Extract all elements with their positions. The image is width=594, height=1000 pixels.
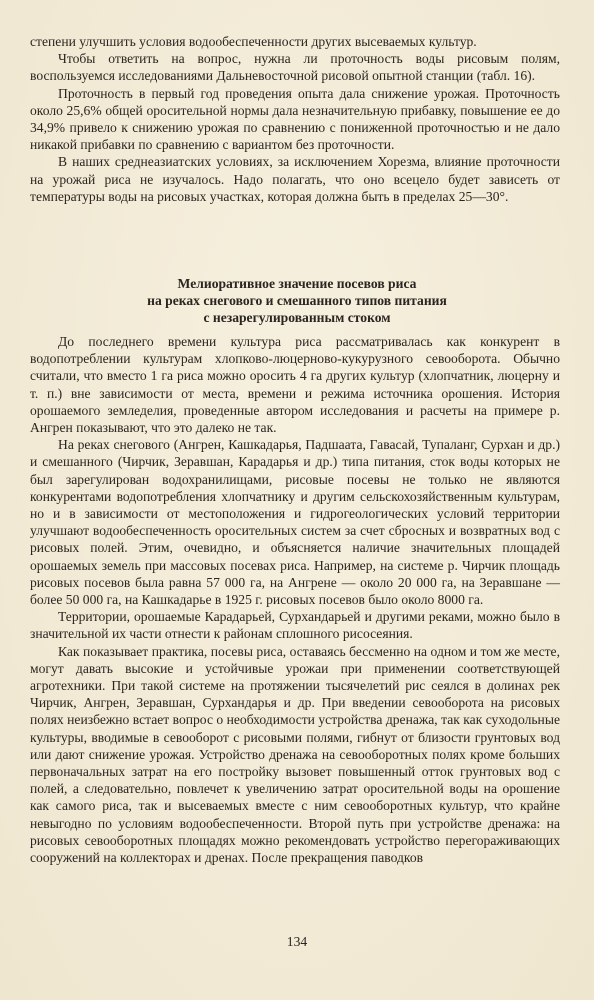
paragraph: На реках снегового (Ангрен, Кашкадарья, Падшаата, Гавасай, Тупаланг, Сурхан и др.) и смешанного (Чирчик, Зеравшан, Карадарья и др.) типа питания, сток воды которых не был зарегулирован водохранилищами, рисовые посевы не только не являются конкурентами водопотребления хлопчатнику и другим сельскохозяйственным культурам, но и в зависимости от местоположения и гидрогеологических условий территории улучшают водообеспеченность оросительных систем за счет сбросных и возвратных вод с рисовых полей. Этим, очевидно, и объясняется наличие значительных площадей орошаемых земель при массовых посевах риса. Например, на системе р. Чирчик площадь рисовых посевов была равна 57 000 га, на Ангрене — около 20 000 га, на Зеравшане — более 50 000 га, на Кашкадарье в 1925 г. рисовых посевов было около 8000 га. <box>30 437 560 608</box>
paragraph: Проточность в первый год проведения опыта дала снижение урожая. Проточность около 25,6% общей оросительной нормы дала незначительную прибавку, повышение ее до 34,9% привело к снижению урожая по сравнению с пониженной проточностью и не дало никакой прибавки по сравнению с вариантом без проточности. <box>30 85 560 153</box>
paragraph: До последнего времени культура риса рассматривалась как конкурент в водопотреблении культурам хлопково-люцерново-кукурузного севооборота. Обычно считали, что вместо 1 га риса можно оросить 4 га других культур (хлопчатник, люцерну и т. п.) вне зависимости от места, времени и режима источника орошения. История орошаемого земледелия, проведенные автором исследования и расчеты на примере р. Ангрен показывают, что это далеко не так. <box>30 334 560 436</box>
page-number: 134 <box>286 934 308 949</box>
section-heading <box>0 275 594 327</box>
paragraph: В наших среднеазиатских условиях, за исключением Хорезма, влияние проточности на урожай риса не изучалось. Надо полагать, что оно всецело будет зависеть от температуры воды на рисовых участках, которая должна быть в пределах 25—30°. <box>30 154 560 204</box>
section-heading-line: Мелиоративное значение посевов риса <box>177 276 417 291</box>
text-block-bottom <box>30 333 560 866</box>
section-heading-line: с незарегулированным стоком <box>203 310 391 326</box>
text-block-top <box>30 33 560 205</box>
paragraph: Территории, орошаемые Карадарьей, Сурхандарьей и другими реками, можно было в значительной их части отнести к районам сплошного рисосеяния. <box>30 609 560 642</box>
paragraph-continuation: степени улучшить условия водообеспеченности других высеваемых культур. <box>30 34 477 49</box>
section-heading-line: на реках снегового и смешанного типов питания <box>147 293 447 309</box>
paragraph: Как показывает практика, посевы риса, оставаясь бессменно на одном и том же месте, могут давать высокие и устойчивые урожаи при применении соответствующей агротехники. При такой системе на протяжении тысячелетий рис сеялся в долинах рек Чирчик, Ангрен, Зеравшан, Сурхандарья и др. При введении севооборота на рисовых полях неизбежно встает вопрос о необходимости устройства дренажа, так как суходольные культуры, вводимые в севооборот с рисовыми полями, гибнут от близости грунтовых вод или дают снижение урожая. Устройство дренажа на севооборотных полях кроме больших первоначальных затрат на его постройку вызовет повышенный отток грунтовых вод с полей, а следовательно, повлечет к увеличению затрат оросительной воды на орошение как самого риса, так и высеваемых вместе с ним севооборотных культур, что крайне невыгодно по условиям водообеспеченности. Второй путь при устройстве дренажа: на рисовых севооборотных площадях можно рекомендовать устройство перегораживающих сооружений на коллекторах и дренах. После прекращения паводков <box>30 643 560 866</box>
paragraph: Чтобы ответить на вопрос, нужна ли проточность воды рисовым полям, воспользуемся исследованиями Дальневосточной рисовой опытной станции (табл. 16). <box>30 51 560 84</box>
